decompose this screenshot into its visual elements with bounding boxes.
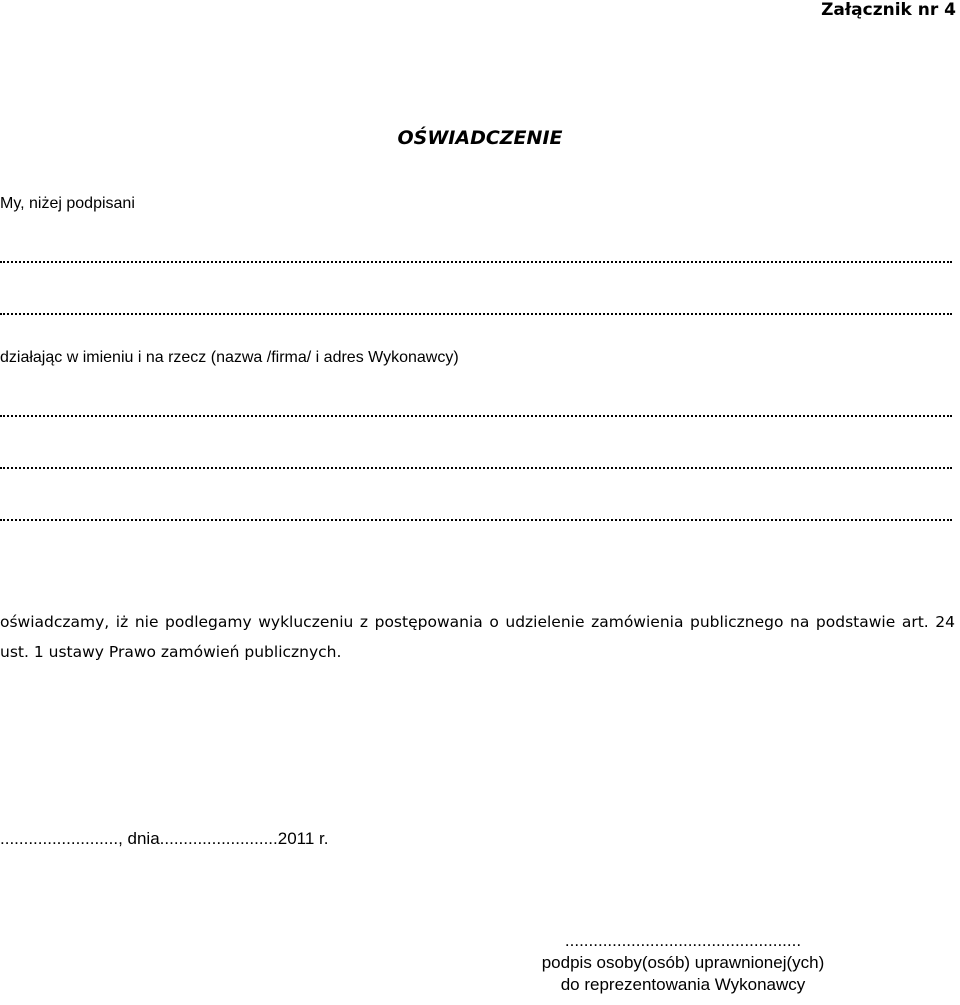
signature-caption-2: do reprezentowania Wykonawcy bbox=[560, 975, 806, 994]
signature-caption-1: podpis osoby(osób) uprawnionej(ych) bbox=[541, 953, 825, 972]
contractor-line-3[interactable] bbox=[0, 501, 952, 521]
contractor-line-1[interactable] bbox=[0, 397, 952, 417]
place-date-line[interactable]: ........................., dnia.........................2011 r. bbox=[0, 829, 329, 848]
acting-on-behalf-label: działając w imieniu i na rzecz (nazwa /firma/ i adres Wykonawcy) bbox=[0, 349, 459, 366]
signatories-line-1[interactable] bbox=[0, 243, 952, 263]
declaration-statement: oświadczamy, iż nie podlegamy wykluczeniu z postępowania o udzielenie zamówienia publicznego na podstawie art. 24 ust. 1 ustawy Prawo zamówień publicznych. bbox=[0, 613, 955, 661]
signature-dots[interactable]: .................................................. bbox=[564, 931, 802, 950]
annex-label: Załącznik nr 4 bbox=[821, 0, 956, 20]
signatories-line-2[interactable] bbox=[0, 295, 952, 315]
contractor-line-2[interactable] bbox=[0, 449, 952, 469]
document-title: OŚWIADCZENIE bbox=[397, 127, 563, 149]
intro-text: My, niżej podpisani bbox=[0, 195, 135, 212]
signature-block bbox=[508, 930, 858, 996]
